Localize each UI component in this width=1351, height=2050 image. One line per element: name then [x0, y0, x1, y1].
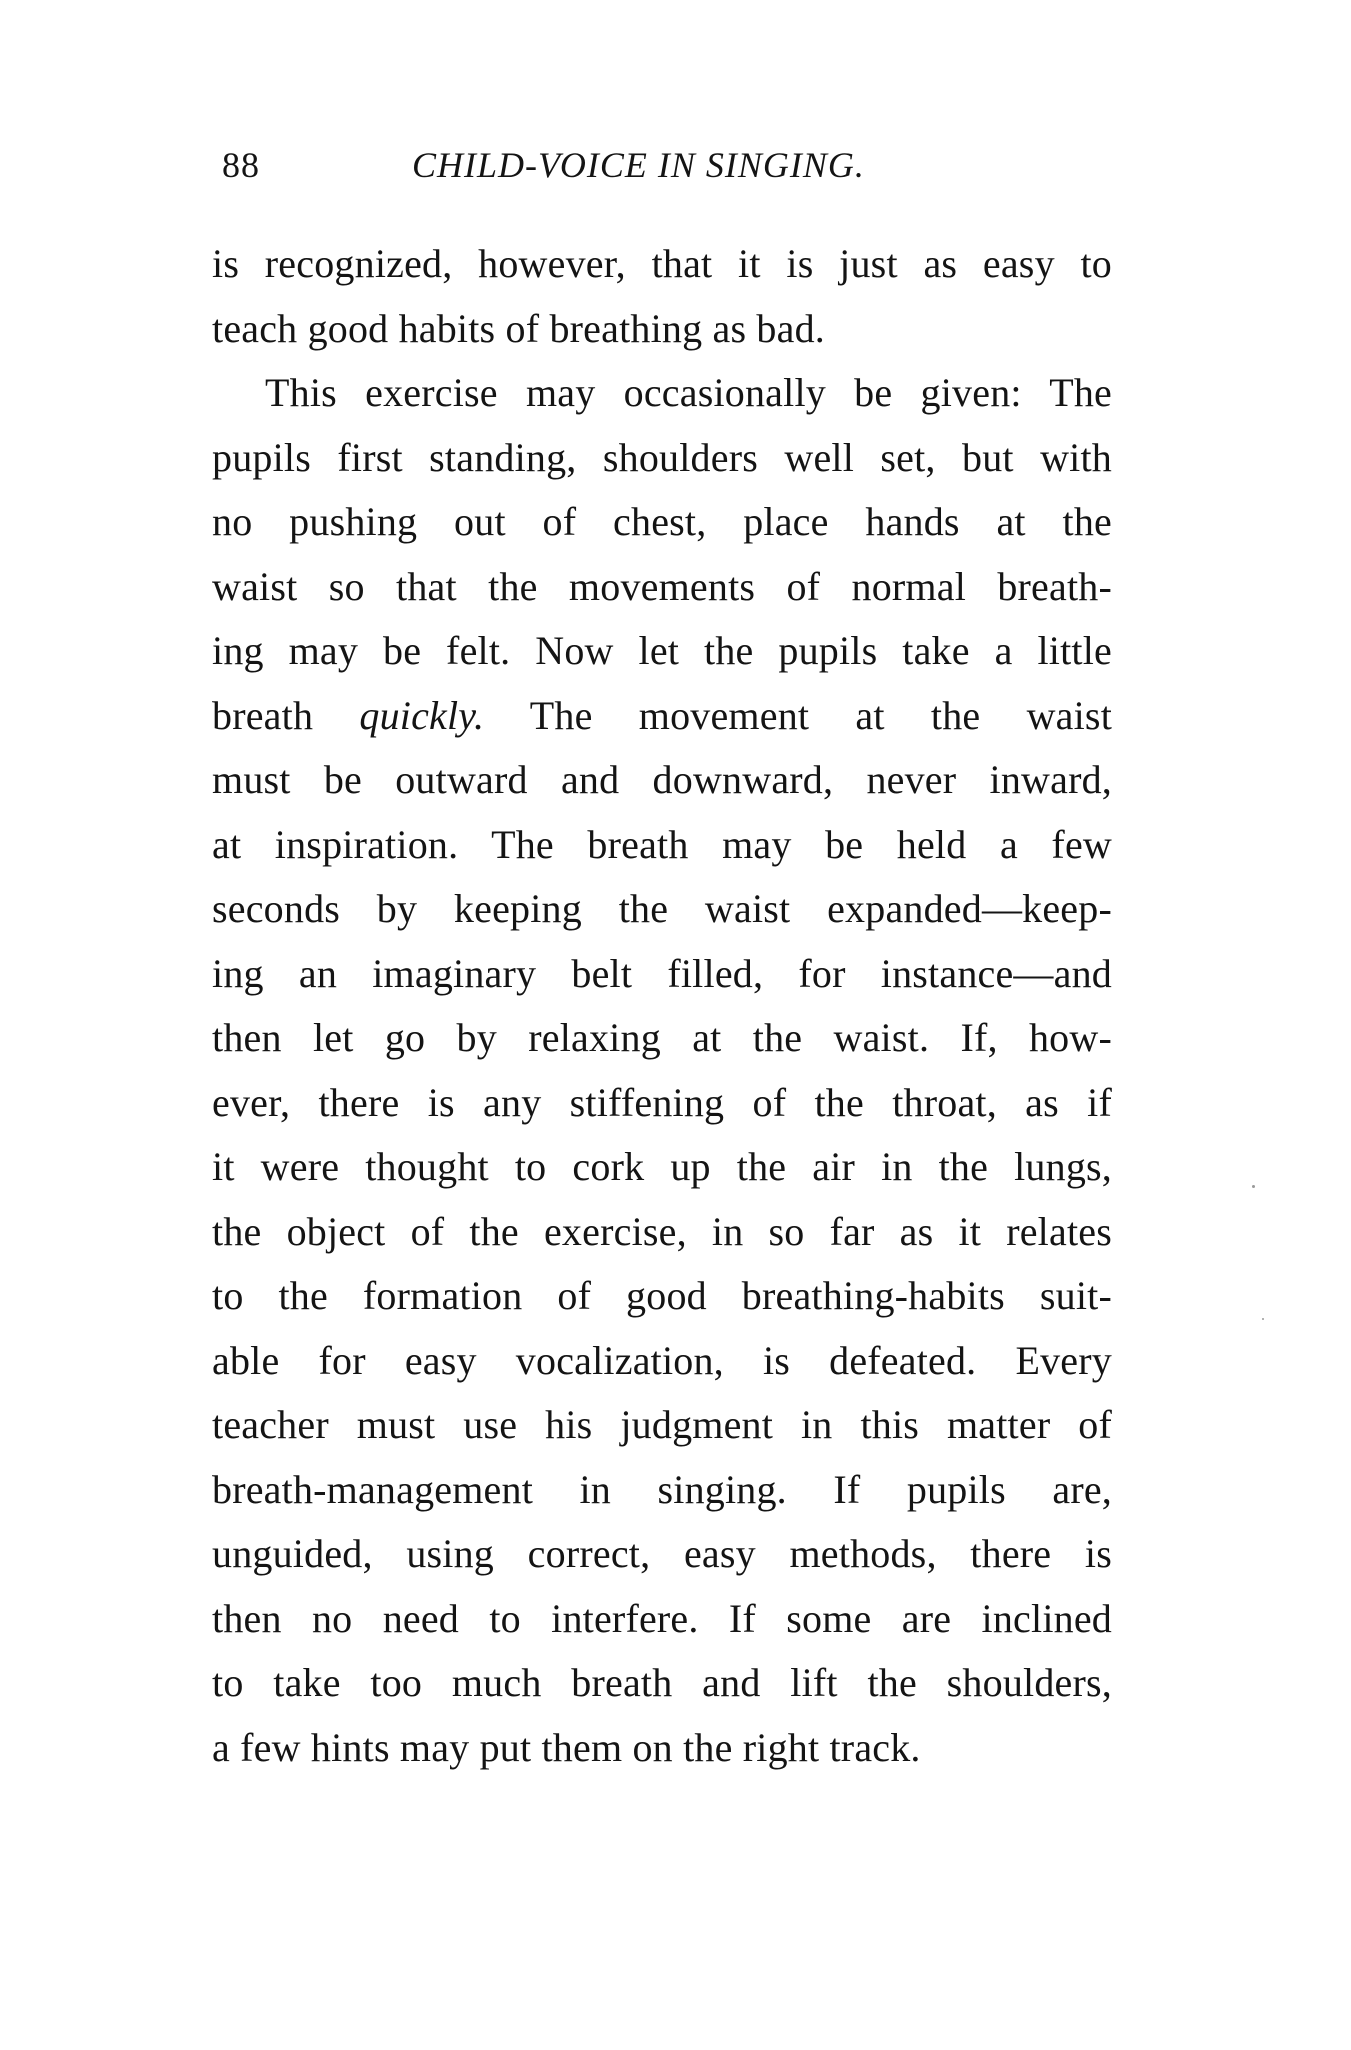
running-title: CHILD-VOICE IN SINGING.: [412, 145, 865, 185]
text-line: pupils first standing, shoulders well set, but with: [212, 434, 1112, 480]
text-line: then let go by relaxing at the waist. If, how-: [212, 1015, 1112, 1060]
text-line: then no need to interfere. If some are inclined: [212, 1595, 1112, 1641]
paper-speck: [1252, 1185, 1255, 1188]
text-line: it were thought to cork up the air in the lungs,: [212, 1144, 1112, 1189]
text-line: breath-management in singing. If pupils are,: [212, 1466, 1112, 1512]
text-segment: The movement at the waist: [529, 692, 1113, 738]
text-line: waist so that the movements of normal breath-: [212, 563, 1112, 609]
text-line: seconds by keeping the waist expanded—keep-: [212, 886, 1112, 931]
text-line: teacher must use his judgment in this matter of: [212, 1402, 1112, 1447]
body-text: [212, 232, 1112, 1780]
emphasis-text: quickly.: [359, 692, 485, 738]
text-line: able for easy vocalization, is defeated. Every: [212, 1337, 1112, 1383]
text-line: must be outward and downward, never inward,: [212, 757, 1112, 802]
text-line: a few hints may put them on the right track.: [212, 1724, 921, 1770]
text-segment: breath: [212, 692, 314, 738]
text-line: ing may be felt. Now let the pupils take a little: [212, 628, 1112, 673]
text-line: no pushing out of chest, place hands at the: [212, 499, 1112, 544]
text-line: ever, there is any stiffening of the throat, as if: [212, 1079, 1112, 1125]
text-line: teach good habits of breathing as bad.: [212, 305, 825, 351]
text-line: unguided, using correct, easy methods, there is: [212, 1531, 1112, 1576]
text-line: to take too much breath and lift the shoulders,: [212, 1660, 1112, 1705]
text-line: at inspiration. The breath may be held a few: [212, 821, 1112, 867]
paper-speck: [1262, 1318, 1264, 1320]
running-head: [222, 140, 1112, 190]
paragraph-start-line: This exercise may occasionally be given: The: [265, 370, 1112, 415]
text-line: to the formation of good breathing-habits suit-: [212, 1273, 1112, 1318]
text-line: the object of the exercise, in so far as it relates: [212, 1208, 1112, 1254]
page-number: 88: [222, 145, 260, 185]
text-line: is recognized, however, that it is just as easy to: [212, 241, 1112, 286]
text-line-with-emphasis: [212, 684, 1112, 749]
text-line: ing an imaginary belt filled, for instance—and: [212, 950, 1112, 996]
